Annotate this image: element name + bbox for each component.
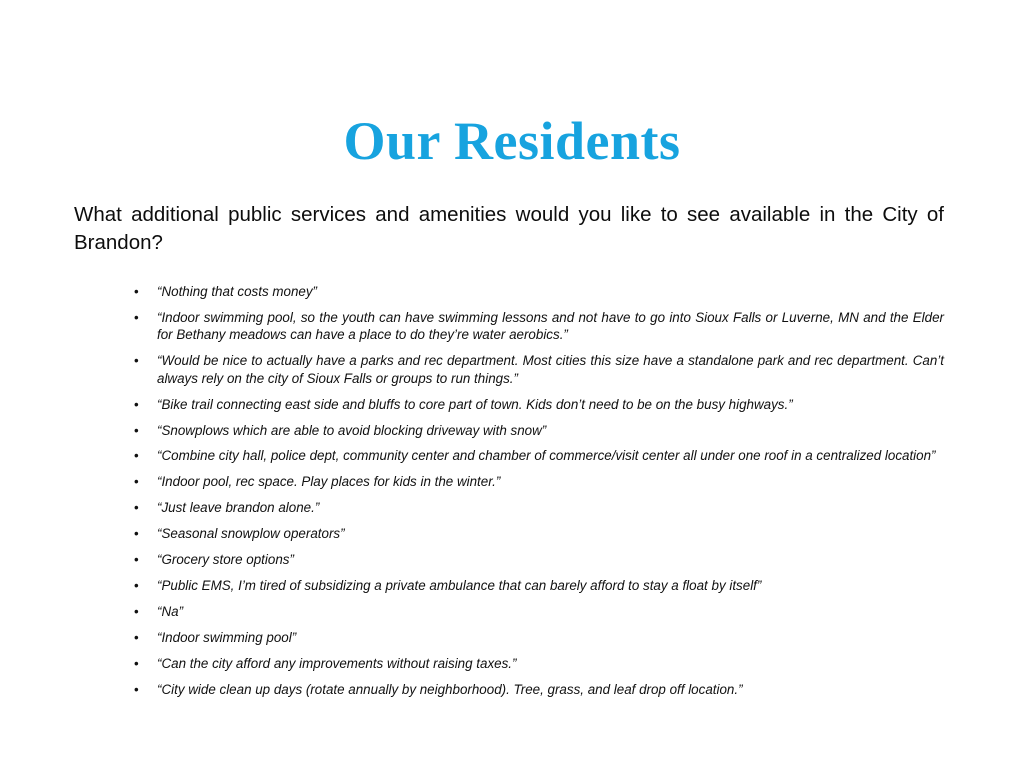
list-item <box>128 352 944 387</box>
survey-question: What additional public services and amenities would you like to see available in the City of Brandon? <box>74 202 944 254</box>
bullet-marker-icon: • <box>134 474 139 490</box>
list-item-label: “Grocery store options” <box>157 552 294 568</box>
list-item <box>128 603 944 620</box>
bullet-marker-icon: • <box>134 629 139 645</box>
list-item <box>128 447 944 464</box>
bullet-marker-icon: • <box>134 500 139 516</box>
list-item <box>128 396 944 413</box>
list-item <box>128 283 944 300</box>
list-item-label: “City wide clean up days (rotate annually by neighborhood). Tree, grass, and leaf drop off location.” <box>157 681 743 697</box>
list-item-label: “Indoor swimming pool” <box>157 629 297 645</box>
list-item <box>128 655 944 672</box>
bullet-marker-icon: • <box>134 353 139 369</box>
bullet-marker-icon: • <box>134 655 139 671</box>
list-item-label: “Seasonal snowplow operators” <box>157 526 345 542</box>
bullet-marker-icon: • <box>134 578 139 594</box>
bullet-marker-icon: • <box>134 526 139 542</box>
bullet-marker-icon: • <box>134 284 139 299</box>
list-item-label: “Would be nice to actually have a parks and rec department. Most cities this size have a standalone park and rec department. Can’t always rely on the city of Sioux Falls or groups to run things.” <box>157 353 944 386</box>
response-list <box>128 283 944 707</box>
list-item-label: “Nothing that costs money” <box>157 284 318 299</box>
bullet-marker-icon: • <box>134 681 139 697</box>
page-title: Our Residents <box>343 111 681 172</box>
list-item <box>128 681 944 698</box>
bullet-marker-icon: • <box>134 422 139 438</box>
list-item <box>128 629 944 646</box>
list-item <box>128 309 944 344</box>
bullet-marker-icon: • <box>134 552 139 568</box>
list-item <box>128 551 944 568</box>
list-item-label: “Indoor pool, rec space. Play places for kids in the winter.” <box>157 474 501 490</box>
list-item-label: “Combine city hall, police dept, community center and chamber of commerce/visit center all under one roof in a centralized location” <box>157 448 936 464</box>
list-item-label: “Public EMS, I’m tired of subsidizing a private ambulance that can barely afford to stay a float by itself” <box>157 578 762 594</box>
bullet-marker-icon: • <box>134 309 139 325</box>
list-item-label: “Snowplows which are able to avoid blocking driveway with snow” <box>157 422 547 438</box>
bullet-marker-icon: • <box>134 396 139 412</box>
bullet-marker-icon: • <box>134 603 139 619</box>
list-item-label: “Just leave brandon alone.” <box>157 500 320 516</box>
list-item <box>128 499 944 516</box>
list-item <box>128 473 944 490</box>
list-item-label: “Indoor swimming pool, so the youth can have swimming lessons and not have to go into Sioux Falls or Luverne, MN and the Elder for Bethany meadows can have a place to do they’re water aerobics.” <box>157 309 944 343</box>
list-item <box>128 525 944 542</box>
list-item-label: “Can the city afford any improvements without raising taxes.” <box>157 655 517 671</box>
list-item-label: “Na” <box>157 603 184 619</box>
list-item <box>128 422 944 439</box>
list-item-label: “Bike trail connecting east side and bluffs to core part of town. Kids don’t need to be on the busy highways.” <box>157 396 793 412</box>
bullet-marker-icon: • <box>134 448 139 464</box>
list-item <box>128 577 944 594</box>
